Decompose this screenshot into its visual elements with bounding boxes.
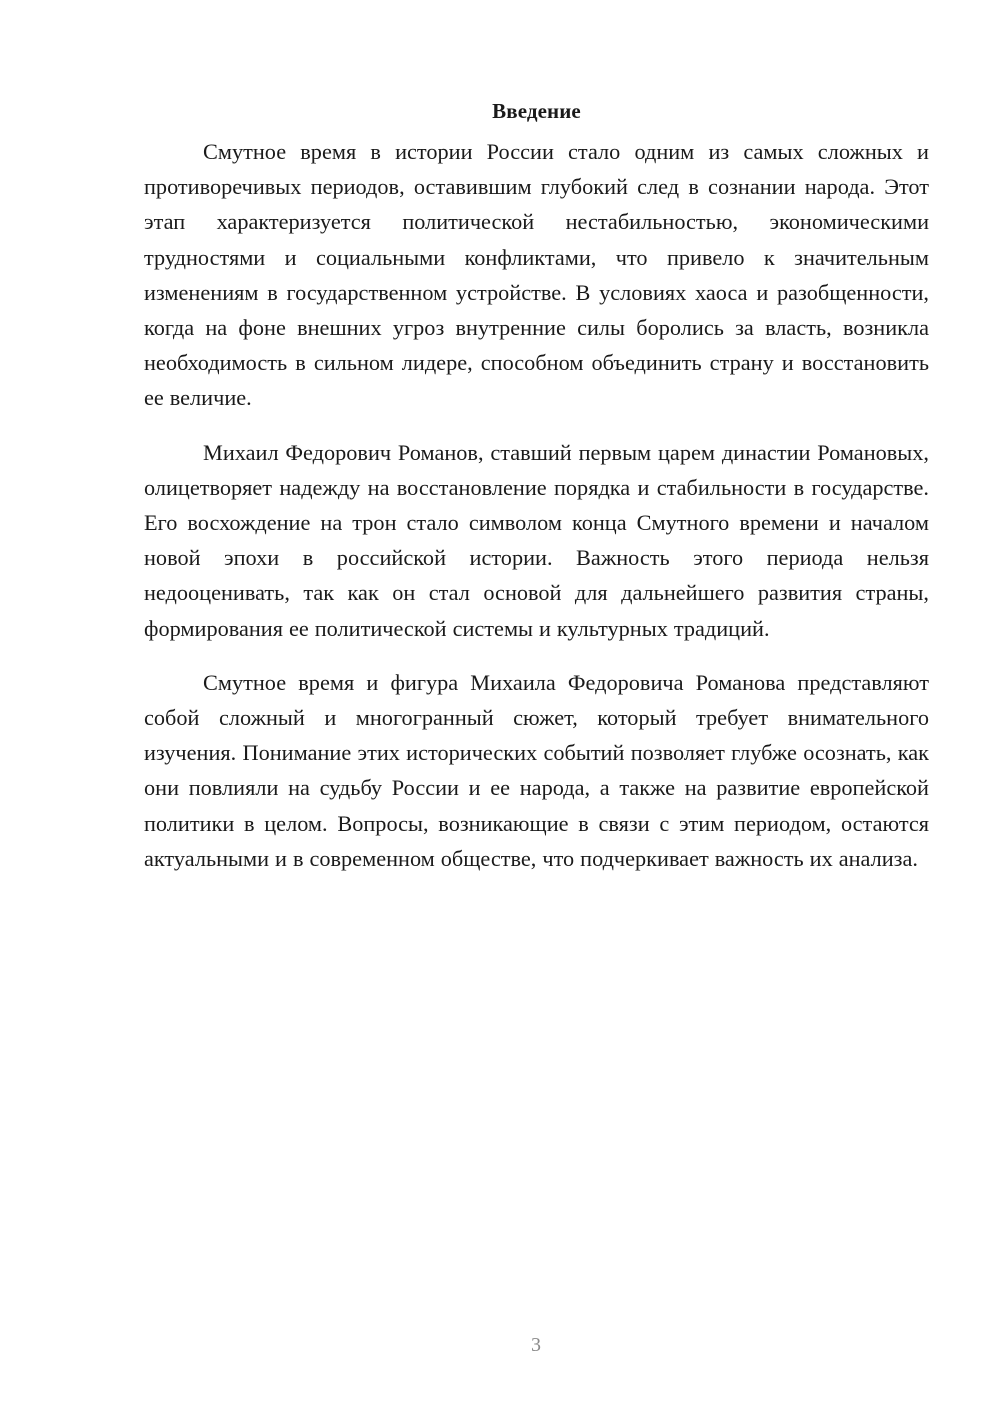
section-title: Введение — [492, 99, 581, 123]
page-content — [144, 96, 929, 895]
paragraph-2: Михаил Федорович Романов, ставший первым царем династии Романовых, олицетворяет надежду на восстановление порядка и стабильности в государстве. Его восхождение на трон стало символом конца Смутного времени и началом новой эпохи в российской истории. Важность этого периода нельзя недооценивать, так как он стал основой для дальнейшего развития страны, формирования ее политической системы и культурных традиций. — [144, 439, 929, 641]
paragraph-3: Смутное время и фигура Михаила Федоровича Романова представляют собой сложный и многогранный сюжет, который требует внимательного изучения. Понимание этих исторических событий позволяет глубже осознать, как они повлияли на судьбу России и ее народа, а также на развитие европейской политики в целом. Вопросы, возникающие в связи с этим периодом, остаются актуальными и в современном обществе, что подчеркивает важность их анализа. — [144, 669, 929, 871]
page-number: 3 — [531, 1334, 541, 1356]
paragraph-1: Смутное время в истории России стало одним из самых сложных и противоречивых периодов, оставившим глубокий след в сознании народа. Этот этап характеризуется политической нестабильностью, экономическими трудностями и социальными конфликтами, что привело к значительным изменениям в государственном устройстве. В условиях хаоса и разобщенности, когда на фоне внешних угроз внутренние силы боролись за власть, возникла необходимость в сильном лидере, способном объединить страну и восстановить ее величие. — [144, 139, 929, 411]
